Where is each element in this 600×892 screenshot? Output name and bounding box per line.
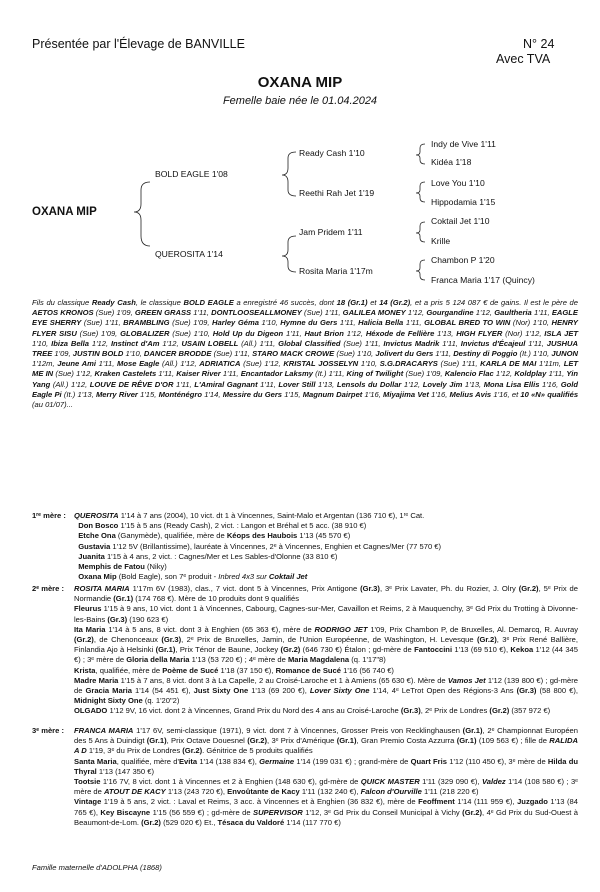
brace-dam <box>282 236 296 272</box>
pedigree-dam: QUEROSITA 1'14 <box>155 249 223 259</box>
brace-ggp-2 <box>416 182 425 202</box>
lot-number: N° 24 <box>523 37 555 51</box>
maternal-family-footer: Famille maternelle d'ADOLPHA (1868) <box>32 863 162 872</box>
pedigree-sire-dam: Reethi Rah Jet 1'19 <box>299 188 375 198</box>
pedigree-ggp-4: Hippodamia 1'15 <box>431 197 496 207</box>
pedigree-ggp-1: Indy de Vive 1'11 <box>431 139 496 149</box>
dam-1-text: QUEROSITA 1'14 à 7 ans (2004), 10 vict. dt 1 à Vincennes, Saint-Malo et Argentan (136 710 €), 1ʳᵉ Cat. Don Bosco 1'15 à 5 ans (Ready Cash), 2 vict. : Langon et Bréhal et 5 acc. (38 910 €) Etche Ona (Ganymède), qualifiée, mère de Kéops des Haubois 1'13 (45 570 €) Gustavia 1'12 5V (Brillantissime), lauréate à Vincennes, 2ᵉ à Vincennes, Enghien et Cagnes/Mer (77 570 €) Juanita 1'15 à 4 ans, 2 vict. : Cagnes/Mer et Les Sables-d'Olonne (33 810 €) Memphis de Fatou (Niky) Oxana Mip (Bold Eagle), son 7ᵉ produit - Inbred 4x3 sur Coktail Jet <box>74 511 442 582</box>
brace-ggp-4 <box>416 260 425 280</box>
sire-description: Fils du classique Ready Cash, le classique BOLD EAGLE a enregistré 46 succès, dont 18 (Gr.1) et 14 (Gr.2), et a pris 5 124 087 € de gains. Il est le père de AETOS KRONOS (Sue) 1'09, GREEN GRASS 1'11, DONTLOOSEALLMONEY (Sue) 1'11, GALILEA MONEY 1'12, Gourgandine 1'12, Gaultheria 1'11, EAGLE EYE SHERRY (Sue) 1'11, BRAMBLING (Sue) 1'09, Harley Géma 1'10, Hymne du Gers 1'11, Halicia Bella 1'11, GLOBAL BRED TO WIN (Nor) 1'10, HENRY FLYER SISU (Sue) 1'09, GLOBALIZER (Sue) 1'10, Hold Up du Digeon 1'11, Haut Brion 1'12, Héxode de Fellière 1'13, HIGH FLYER (Nor) 1'12, ISLA JET 1'10, Ibiza Bella 1'12, Instinct d'Am 1'12, USAIN LOBELL (All.) 1'11, Global Classified (Sue) 1'11, Invictus Madrik 1'11, Invictus d'Écajeul 1'11, JUSHUA TREE 1'09, JUSTIN BOLD 1'10, DANCER BRODDE (Sue) 1'11, STARO MACK CROWE (Sue) 1'10, Jolivert du Gers 1'11, Destiny di Poggio (It.) 1'10, JUNON 1'12m, Jeune Ami 1'11, Mose Eagle (All.) 1'12, ADRIATICA (Sue) 1'12, KRISTAL JOSSELYN 1'10, S.G.DRACARYS (Sue) 1'11, KARLA DE MAI 1'11m, LET ME IN (Sue) 1'12, Kraken Castelets 1'11, Kaiser River 1'11, Encantador Laksmy (It.) 1'11, King of Twilight (Sue) 1'09, Kalencio Flac 1'12, Koldplay 1'11, Yin Yang (All.) 1'12, LOUVE DE RÊVE D'OR 1'11, L'Amiral Gagnant 1'11, Lover Still 1'13, Lensols du Dollar 1'12, Lovely Jim 1'13, Mona Lisa Ellis 1'16, Gold Eagle Pi (It.) 1'13, Merry River 1'15, Monténégro 1'14, Messire du Gers 1'15, Magnum Dairpet 1'16, Miyajima Vet 1'16, Melius Avis 1'16, et 10 «N» qualifiés (au 01/07)... <box>32 298 579 410</box>
tva-label: Avec TVA <box>496 52 551 66</box>
brace-ggp-1 <box>416 144 425 164</box>
dam-3-label: 3ᵉ mère : <box>32 726 64 735</box>
dam-2-text: ROSITA MARIA 1'17m 6V (1983), clas., 7 vict. dont 5 à Vincennes, Prix Antigone (Gr.3), 3ᵉ Prix Lavater, Ph. du Rozier, J. Olry (Gr.2), 5ᵉ Prix de Normandie (Gr.1) (174 768 €). Mère de 10 produits dont 9 qualifiés Fleurus 1'15 à 9 ans, 10 vict. dont 1 à Vincennes, Cabourg, Cagnes-sur-Mer, Cavaillon et Reims, 2 à Mauquenchy, 3ᵉ Gd Prix du Trotting à Divonne-les-Bains (Gr.3) (190 623 €) Ita Maria 1'14 à 5 ans, 8 vict. dont 3 à Enghien (65 363 €), mère de RODRIGO JET 1'09, Prix Chambon P, de Bruxelles, Al. Demarcq, R. Auvray (Gr.2), de Chenonceaux (Gr.3), 2ᵉ Prix de Bruxelles, Jamin, de l'Union Européenne, de Washington, H. Levesque (Gr.2), 3ᵉ Prix René Ballière, Finlandia Ajo à Helsinki (Gr.1), Prix Ténor de Baune, Jockey (Gr.2) (646 730 €) Étalon ; gd-mère de Fantoccini 1'13 (69 510 €), Kekoa 1'12 (44 345 €) ; 3ᵉ mère de Gloria della Maria 1'13 (53 720 €) ; 4ᵉ mère de Maria Magdalena (q. 1'17"8) Krista, qualifiée, mère de Poème de Sucé 1'18 (37 150 €), Romance de Sucé 1'16 (56 740 €) Madre Maria 1'15 à 7 ans, 8 vict. dont 3 à La Capelle, 2 au Croisé-Laroche et 1 à Amiens (65 630 €). Mère de Vamos Jet 1'12 (139 800 €) ; gd-mère de Gracia Maria 1'14 (54 451 €), Just Sixty One 1'13 (69 200 €), Lover Sixty One 1'14, 4ᵉ LeTrot Open des Régions-3 Ans (Gr.3) (58 800 €), Midnight Sixty One (q. 1'20"2) OLGADO 1'12 9V, 16 vict. dont 2 à Vincennes, Grand Prix du Nord des 4 ans au Croisé-Laroche (Gr.3), 2ᵉ Prix de Londres (Gr.2) (357 972 €) <box>74 584 579 716</box>
pedigree-ggp-5: Coktail Jet 1'10 <box>431 216 490 226</box>
brace-subject <box>134 182 150 246</box>
pedigree-dam-sire: Jam Pridem 1'11 <box>299 227 363 237</box>
brace-sire <box>282 152 296 196</box>
pedigree-ggp-8: Franca Maria 1'17 (Quincy) <box>431 275 535 285</box>
dam-2-label: 2ᵉ mère : <box>32 584 64 593</box>
dam-3-text: FRANCA MARIA 1'17 6V, semi-classique (1971), 9 vict. dont 7 à Vincennes, Grosser Preis von Recklinghausen (Gr.1), 2ᵉ Championnat Européen des 5 Ans à Duindigt (Gr.1), Prix Octave Douesnel (Gr.2), 3ᵉ Prix d'Amérique (Gr.1), Gran Premio Costa Azzurra (Gr.1) (109 563 €) ; fille de RALIDA A D 1'19, 3ᵉ du Prix de Londres (Gr.2). Génitrice de 5 produits qualifiés Santa Maria, qualifiée, mère d'Evita 1'14 (138 834 €), Germaine 1'14 (199 031 €) ; grand-mère de Quart Fris 1'12 (110 450 €), 3ᵉ mère de Hilda du Thyral 1'13 (147 350 €) Tootsie 1'16 7V, 8 vict. dont 1 à Vincennes et 2 à Enghien (148 630 €), gd-mère de QUICK MASTER 1'11 (329 090 €), Valdez 1'14 (108 580 €) ; 3ᵉ mère de ATOUT DE KACY 1'13 (243 720 €), Envoûtante de Kacy 1'11 (132 240 €), Falcon d'Ourville 1'11 (218 220 €) Vintage 1'19 à 5 ans, 2 vict. : Laval et Reims, 3 acc. à Vincennes et à Enghien (36 832 €), mère de Feoffment 1'14 (111 959 €), Juzgado 1'13 (84 765 €), Key Biscayne 1'15 (56 559 €) ; gd-mère de SUPERVISOR 1'12, 3ᵉ Gd Prix du Conseil Municipal à Vichy (Gr.2), 4ᵉ Gd Prix du Sud-Ouest à Beaumont-de-Lom. (Gr.2) (529 020 €) Et., Tésaca du Valdoré 1'14 (117 770 €) <box>74 726 579 827</box>
pedigree-ggp-7: Chambon P 1'20 <box>431 255 495 265</box>
presenter-text: Présentée par l'Élevage de BANVILLE <box>32 37 245 51</box>
pedigree-subject: OXANA MIP <box>32 206 97 218</box>
pedigree-sire: BOLD EAGLE 1'08 <box>155 169 228 179</box>
pedigree-ggp-3: Love You 1'10 <box>431 178 485 188</box>
pedigree-ggp-2: Kidéa 1'18 <box>431 157 472 167</box>
horse-name-title: OXANA MIP <box>257 74 343 91</box>
horse-subtitle: Femelle baie née le 01.04.2024 <box>222 95 378 107</box>
dam-1-label: 1ʳᵉ mère : <box>32 511 66 520</box>
pedigree-sire-sire: Ready Cash 1'10 <box>299 148 365 158</box>
pedigree-dam-dam: Rosita Maria 1'17m <box>299 266 373 276</box>
brace-ggp-3 <box>416 222 425 242</box>
pedigree-ggp-6: Krille <box>431 236 451 246</box>
